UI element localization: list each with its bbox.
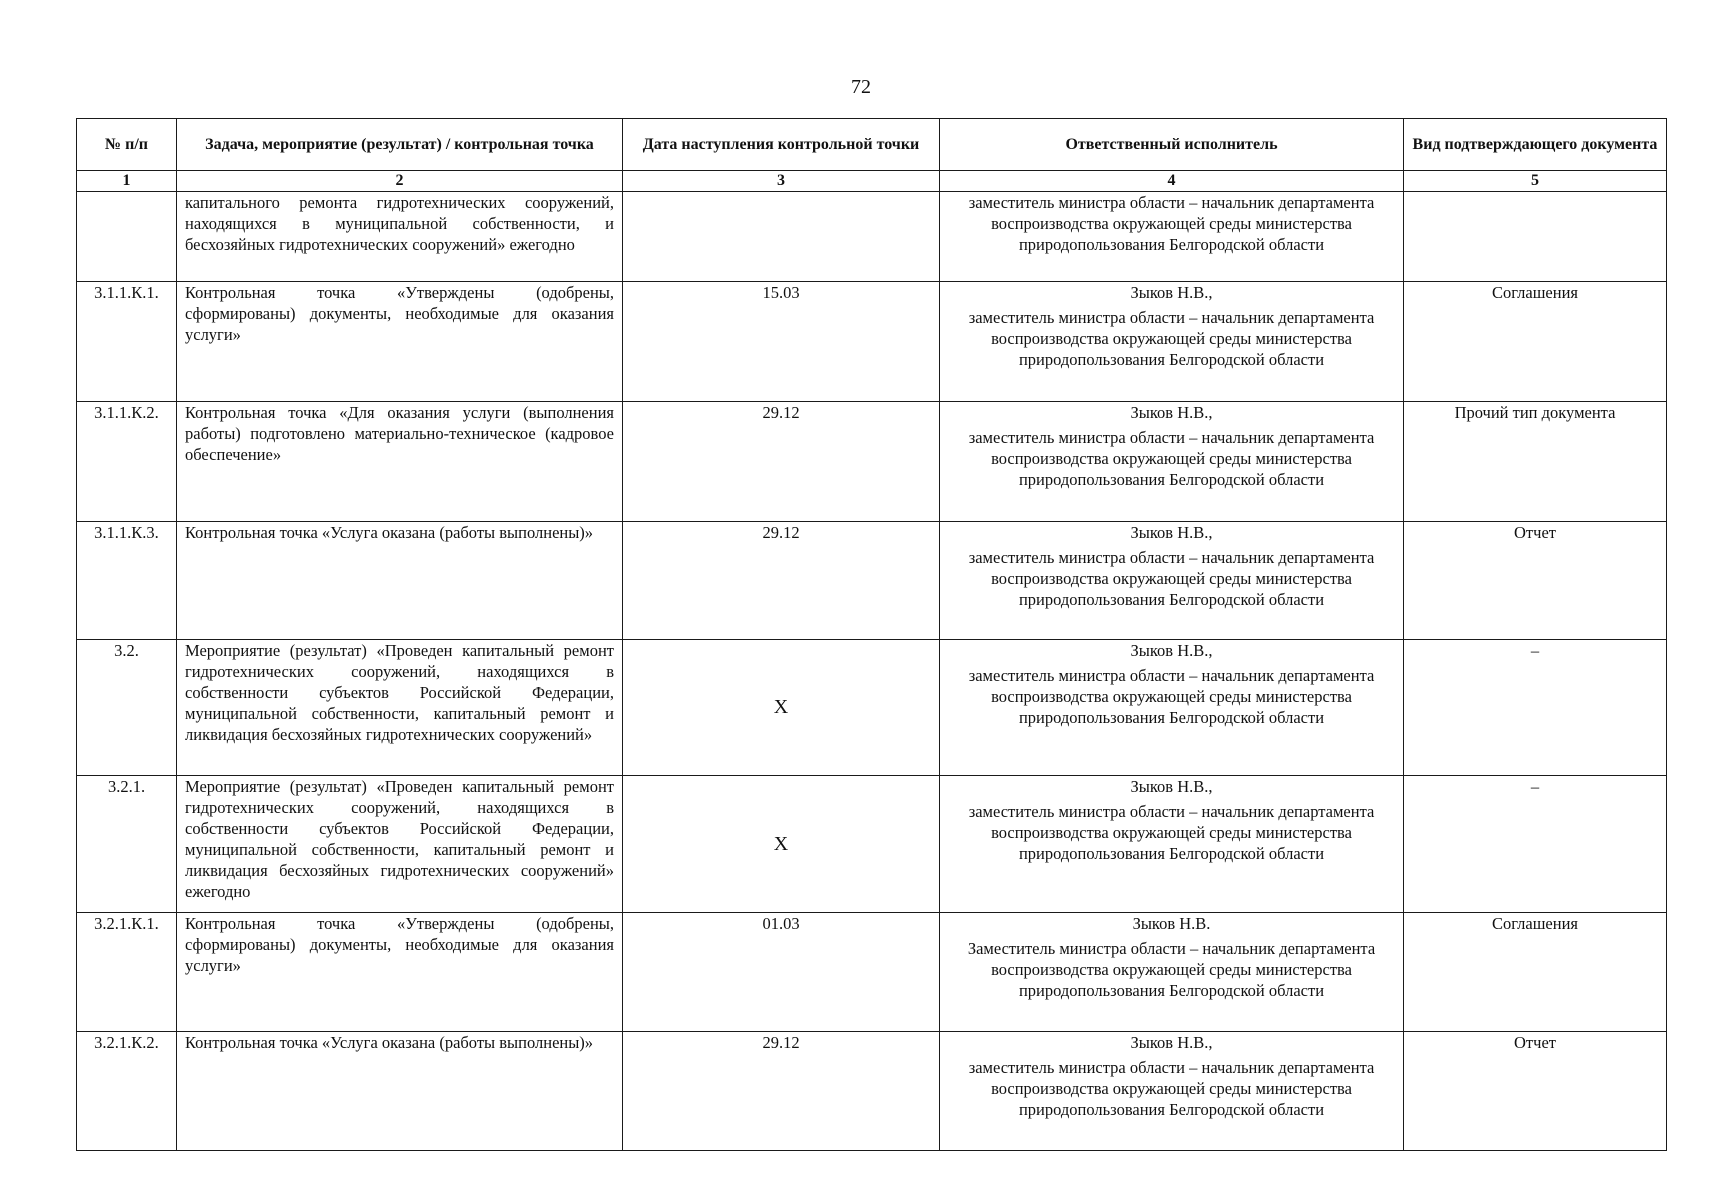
row-date: 29.12 [623,402,940,522]
table-row [77,640,1667,776]
row-responsible [940,192,1404,282]
responsible-name: Зыков Н.В. [1132,914,1211,933]
table-row [77,1032,1667,1151]
row-date: 29.12 [623,1032,940,1151]
column-number: 2 [177,171,623,192]
row-document: Соглашения [1404,913,1667,1032]
responsible-position: заместитель министра области – начальник департамента воспроизводства окружающей среды министерства природопользования Белгородской области [968,548,1375,609]
table-row [77,282,1667,402]
row-responsible [940,282,1404,402]
row-responsible [940,913,1404,1032]
row-task: Контрольная точка «Утверждены (одобрены, сформированы) документы, необходимые для оказания услуги» [177,282,623,402]
page-number: 72 [851,76,871,98]
row-number: 3.2.1.К.2. [77,1032,177,1151]
responsible-position: заместитель министра области – начальник департамента воспроизводства окружающей среды министерства природопользования Белгородской области [968,193,1375,254]
row-task: Контрольная точка «Услуга оказана (работы выполнены)» [177,522,623,640]
row-number: 3.2.1.К.1. [77,913,177,1032]
responsible-position: Заместитель министра области – начальник департамента воспроизводства окружающей среды министерства природопользования Белгородской области [967,939,1376,1000]
header-date: Дата наступления контрольной точки [623,119,940,171]
control-points-table [76,118,1667,1151]
responsible-name: Зыков Н.В., [1130,1033,1213,1052]
table-row [77,192,1667,282]
row-number: 3.1.1.К.1. [77,282,177,402]
row-task: Мероприятие (результат) «Проведен капитальный ремонт гидротехнических сооружений, находящихся в собственности субъектов Российской Федерации, муниципальной собственности, капитальный ремонт и ликвидация бесхозяйных гидротехнических сооружений» ежегодно [177,776,623,913]
row-responsible [940,402,1404,522]
row-document: – [1404,776,1667,913]
responsible-position: заместитель министра области – начальник департамента воспроизводства окружающей среды министерства природопользования Белгородской области [968,802,1375,863]
row-document: Отчет [1404,1032,1667,1151]
row-responsible [940,640,1404,776]
row-number: 3.2.1. [77,776,177,913]
row-date: 29.12 [623,522,940,640]
row-task: Мероприятие (результат) «Проведен капитальный ремонт гидротехнических сооружений, находящихся в собственности субъектов Российской Федерации, муниципальной собственности, капитальный ремонт и ликвидация бесхозяйных гидротехнических сооружений» [177,640,623,776]
column-number: 3 [623,171,940,192]
responsible-position: заместитель министра области – начальник департамента воспроизводства окружающей среды министерства природопользования Белгородской области [968,666,1375,727]
row-number [77,192,177,282]
header-task: Задача, мероприятие (результат) / контрольная точка [177,119,623,171]
row-responsible [940,1032,1404,1151]
row-document: – [1404,640,1667,776]
table-row [77,402,1667,522]
row-date: 15.03 [623,282,940,402]
row-responsible [940,522,1404,640]
row-task: Контрольная точка «Для оказания услуги (выполнения работы) подготовлено материально-техническое (кадровое обеспечение» [177,402,623,522]
row-document: Прочий тип документа [1404,402,1667,522]
table-row [77,776,1667,913]
column-number: 5 [1404,171,1667,192]
row-task: капитального ремонта гидротехнических сооружений, находящихся в муниципальной собственности, и бесхозяйных гидротехнических сооружений» ежегодно [177,192,623,282]
table-header-row [77,119,1667,171]
responsible-name: Зыков Н.В., [1130,777,1213,796]
row-number: 3.2. [77,640,177,776]
row-number: 3.1.1.К.3. [77,522,177,640]
row-task: Контрольная точка «Утверждены (одобрены, сформированы) документы, необходимые для оказания услуги» [177,913,623,1032]
table-column-numbers-row [77,171,1667,192]
table-row [77,913,1667,1032]
row-document: Соглашения [1404,282,1667,402]
row-date [623,192,940,282]
row-date: 01.03 [623,913,940,1032]
row-document: Отчет [1404,522,1667,640]
responsible-name: Зыков Н.В., [1130,283,1213,302]
responsible-position: заместитель министра области – начальник департамента воспроизводства окружающей среды министерства природопользования Белгородской области [968,1058,1375,1119]
column-number: 4 [940,171,1404,192]
row-task: Контрольная точка «Услуга оказана (работы выполнены)» [177,1032,623,1151]
row-document [1404,192,1667,282]
responsible-position: заместитель министра области – начальник департамента воспроизводства окружающей среды министерства природопользования Белгородской области [968,308,1375,369]
responsible-position: заместитель министра области – начальник департамента воспроизводства окружающей среды министерства природопользования Белгородской области [968,428,1375,489]
responsible-name: Зыков Н.В., [1130,403,1213,422]
row-responsible [940,776,1404,913]
responsible-name: Зыков Н.В., [1130,523,1213,542]
column-number: 1 [77,171,177,192]
header-responsible: Ответственный исполнитель [940,119,1404,171]
table-row [77,522,1667,640]
header-document: Вид подтверждающего документа [1404,119,1667,171]
row-date: Х [623,640,940,776]
row-date: Х [623,776,940,913]
row-number: 3.1.1.К.2. [77,402,177,522]
header-number: № п/п [77,119,177,171]
responsible-name: Зыков Н.В., [1130,641,1213,660]
